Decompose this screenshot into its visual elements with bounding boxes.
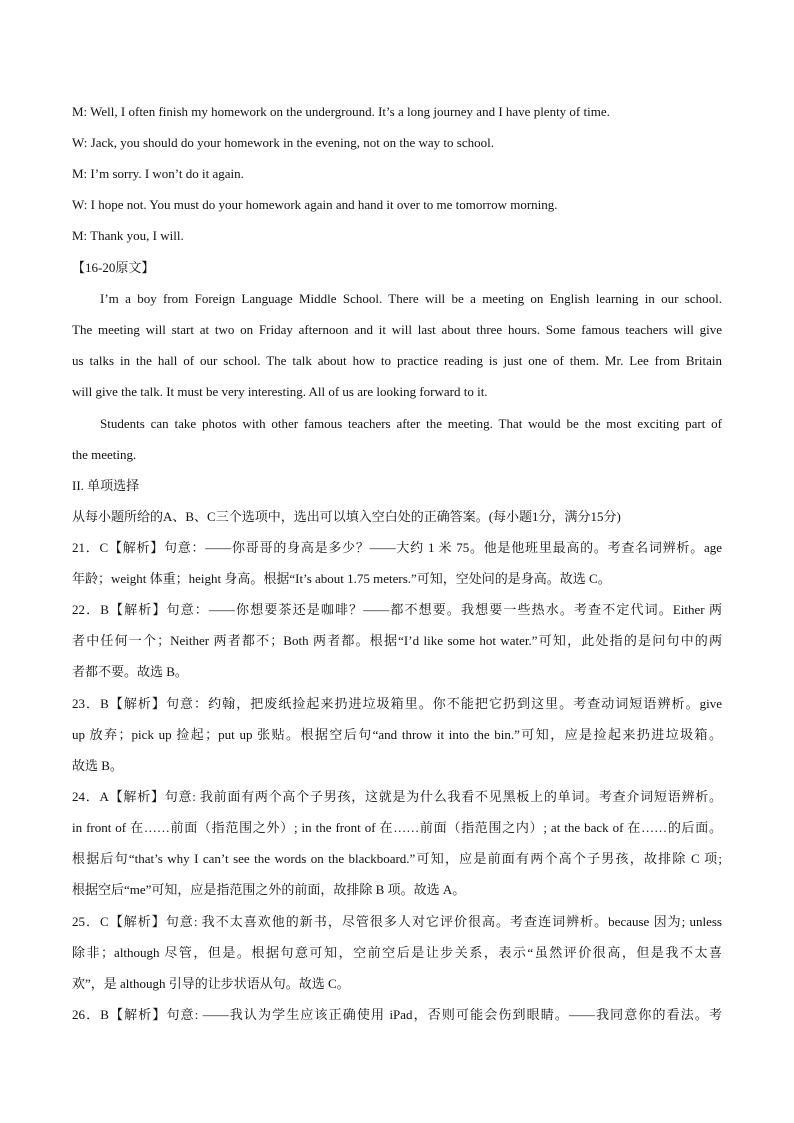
answer-line: 21．C【解析】句意：——你哥哥的身高是多少？——大约 1 米 75。他是他班里最高的。考查名词辨析。age: [72, 540, 722, 555]
answer-line: 26．B【解析】句意: ——我认为学生应该正确使用 iPad，否则可能会伤到眼睛。——我同意你的看法。考: [72, 1007, 722, 1022]
passage-heading: 【16-20原文】: [72, 260, 155, 275]
answer-line: 根据后句“that’s why I can’t see the words on the blackboard.”可知，应是前面有两个高个子男孩，故排除 C 项;: [72, 851, 722, 866]
passage-line: the meeting.: [72, 447, 137, 462]
passage-line: The meeting will start at two on Friday afternoon and it will last about three hours. Some famous teachers will give: [72, 322, 722, 337]
passage-line: Students can take photos with other famous teachers after the meeting. That would be the most exciting part of: [100, 416, 722, 431]
answer-line: 年龄；weight 体重；height 身高。根据“It’s about 1.75 meters.”可知，空处问的是身高。故选 C。: [72, 571, 611, 586]
dialogue-line: M: Well, I often finish my homework on the underground. It’s a long journey and I have plenty of time.: [72, 104, 610, 119]
answer-line: up 放弃；pick up 捡起；put up 张贴。根据空后句“and throw it into the bin.”可知，应是捡起来扔进垃圾箱。: [72, 727, 722, 742]
section-instruction: 从每小题所给的A、B、C三个选项中，选出可以填入空白处的正确答案。(每小题1分，满分15分): [72, 509, 621, 524]
answer-line: 根据空后“me”可知，应是指范围之外的前面，故排除 B 项。故选 A。: [72, 882, 466, 897]
passage-line: will give the talk. It must be very interesting. All of us are looking forward to it.: [72, 384, 488, 399]
answer-line: 者都不要。故选 B。: [72, 664, 188, 679]
dialogue-line: W: I hope not. You must do your homework again and hand it over to me tomorrow morning.: [72, 197, 558, 212]
answer-line: 欢”，是 although 引导的让步状语从句。故选 C。: [72, 976, 350, 991]
section-title: II. 单项选择: [72, 478, 140, 493]
answer-line: 者中任何一个；Neither 两者都不；Both 两者都。根据“I’d like some hot water.”可知，此处指的是问句中的两: [72, 633, 722, 648]
answer-line: 22．B【解析】句意：——你想要茶还是咖啡？——都不想要。我想要一些热水。考查不定代词。Either 两: [72, 602, 722, 617]
answer-line: 故选 B。: [72, 758, 123, 773]
answer-line: 23．B【解析】句意：约翰，把废纸捡起来扔进垃圾箱里。你不能把它扔到这里。考查动词短语辨析。give: [72, 696, 722, 711]
answer-line: 除非；although 尽管，但是。根据句意可知，空前空后是让步关系，表示“虽然评价很高，但是我不太喜: [72, 945, 722, 960]
passage-line: us talks in the hall of our school. The talk about how to practice reading is just one of them. Mr. Lee from Britain: [72, 353, 722, 368]
answer-line: 25．C【解析】句意: 我不太喜欢他的新书，尽管很多人对它评价很高。考查连词辨析。because 因为; unless: [72, 914, 722, 929]
dialogue-line: M: I’m sorry. I won’t do it again.: [72, 166, 244, 181]
answer-line: 24．A【解析】句意: 我前面有两个高个子男孩，这就是为什么我看不见黑板上的单词。考查介词短语辨析。: [72, 789, 722, 804]
dialogue-line: M: Thank you, I will.: [72, 228, 184, 243]
answer-line: in front of 在……前面（指范围之外）; in the front of 在……前面（指范围之内）; at the back of 在……的后面。: [72, 820, 722, 835]
passage-line: I’m a boy from Foreign Language Middle School. There will be a meeting on English learning in our school.: [100, 291, 722, 306]
dialogue-line: W: Jack, you should do your homework in the evening, not on the way to school.: [72, 135, 494, 150]
